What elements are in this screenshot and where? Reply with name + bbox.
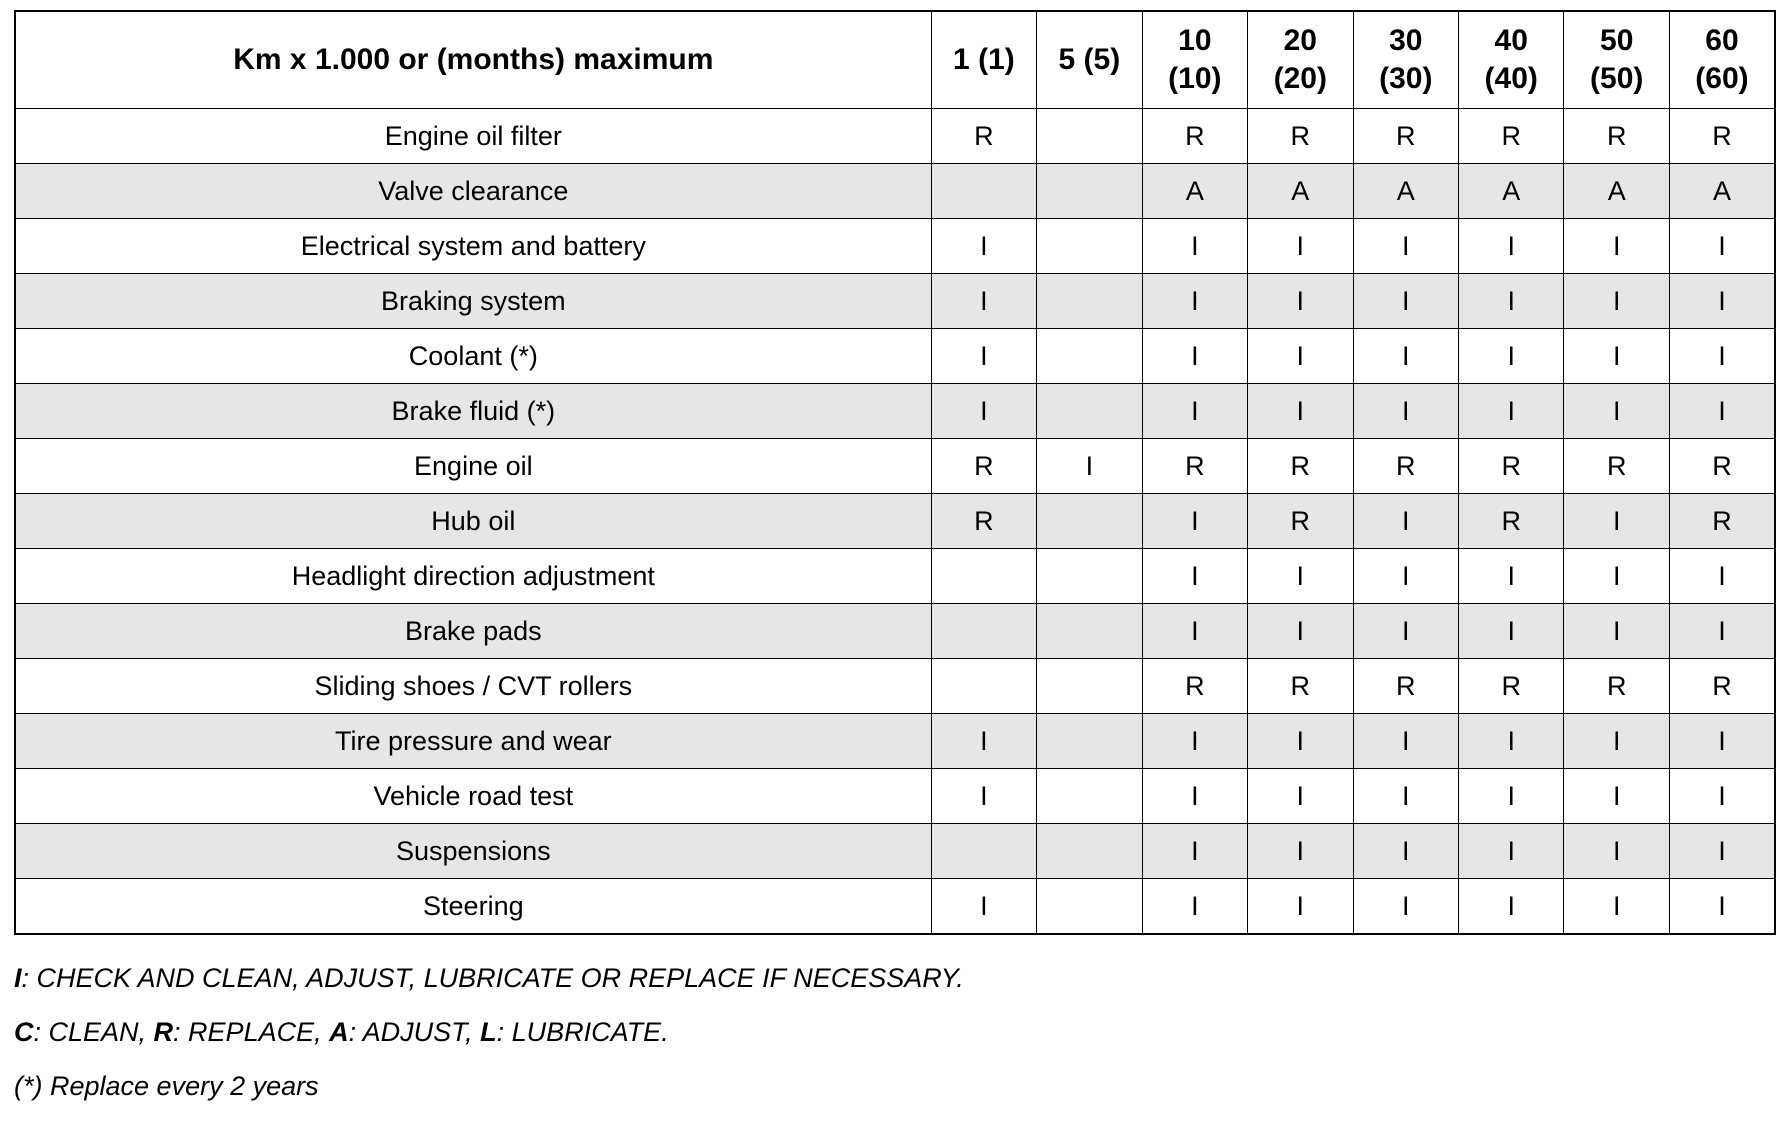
row-cell: R [1564,659,1669,714]
row-cell: I [1142,714,1247,769]
interval-km: 1 (1) [953,43,1015,76]
row-cell: I [1564,824,1669,879]
header-interval [1142,11,1247,109]
legend-text: : ADJUST, [348,1017,481,1047]
header-interval [1248,11,1353,109]
table-row [15,219,1775,274]
row-cell: I [1564,604,1669,659]
row-cell: I [1037,439,1142,494]
row-cell: I [1669,604,1775,659]
row-cell: R [1459,494,1564,549]
row-cell: R [931,109,1036,164]
row-cell: I [1564,274,1669,329]
row-cell: I [1142,219,1247,274]
row-cell: I [1564,879,1669,935]
row-cell: I [1564,769,1669,824]
row-cell [1037,714,1142,769]
row-cell [1037,659,1142,714]
row-item-label: Engine oil filter [15,109,931,164]
row-cell: I [1353,219,1458,274]
interval-km: 20 [1283,24,1317,57]
row-item-label: Brake pads [15,604,931,659]
interval-months: (40) [1484,62,1538,95]
row-cell: A [1564,164,1669,219]
row-cell: R [1669,494,1775,549]
row-cell: R [1248,494,1353,549]
row-cell [931,549,1036,604]
row-item-label: Steering [15,879,931,935]
row-cell: I [1669,549,1775,604]
header-interval [1353,11,1458,109]
row-cell [1037,604,1142,659]
row-cell: I [931,714,1036,769]
maintenance-schedule [14,10,1776,1125]
interval-months: (30) [1379,62,1433,95]
table-body [15,109,1775,935]
row-cell: I [1248,714,1353,769]
legend [14,963,1776,1101]
header-interval [1669,11,1775,109]
row-cell: I [1248,824,1353,879]
row-cell [1037,824,1142,879]
row-cell: I [1564,714,1669,769]
header-row [15,11,1775,109]
row-cell: I [1248,879,1353,935]
row-cell: R [1142,659,1247,714]
row-cell: R [1248,659,1353,714]
row-item-label: Suspensions [15,824,931,879]
row-cell: R [1669,439,1775,494]
row-cell: R [1248,109,1353,164]
row-cell: R [1353,109,1458,164]
legend-line-3: (*) Replace every 2 years [14,1071,319,1101]
row-cell: I [1669,219,1775,274]
row-cell: I [1669,274,1775,329]
row-cell: I [1142,494,1247,549]
header-interval [931,11,1036,109]
header-interval [1037,11,1142,109]
row-cell: I [1142,824,1247,879]
row-item-label: Tire pressure and wear [15,714,931,769]
row-cell [1037,164,1142,219]
table-row [15,329,1775,384]
row-cell [1037,109,1142,164]
row-item-label: Vehicle road test [15,769,931,824]
row-cell: I [1669,384,1775,439]
row-cell: R [1459,109,1564,164]
row-cell: I [1669,329,1775,384]
row-cell: I [931,219,1036,274]
row-cell: I [931,329,1036,384]
row-cell: I [1142,769,1247,824]
row-cell: R [1142,439,1247,494]
legend-key: C [14,1017,34,1047]
row-cell: I [1459,879,1564,935]
row-cell: I [1248,384,1353,439]
row-cell: I [1564,549,1669,604]
legend-text: : CHECK AND CLEAN, ADJUST, LUBRICATE OR REPLACE IF NECESSARY. [21,963,964,993]
row-cell: I [1353,769,1458,824]
row-cell: I [1142,384,1247,439]
legend-line-2 [14,1017,1776,1047]
row-cell: I [1353,384,1458,439]
row-cell: I [1248,549,1353,604]
table-row [15,714,1775,769]
row-cell: I [1142,549,1247,604]
row-cell: R [1142,109,1247,164]
row-cell [931,164,1036,219]
interval-km: 60 [1705,24,1739,57]
row-cell: I [1459,274,1564,329]
row-cell [1037,769,1142,824]
row-cell: R [1353,439,1458,494]
table-row [15,439,1775,494]
maintenance-table [14,10,1776,935]
row-item-label: Coolant (*) [15,329,931,384]
interval-km: 5 (5) [1058,43,1121,76]
table-row [15,879,1775,935]
interval-km: 30 [1389,24,1423,57]
table-row [15,659,1775,714]
row-item-label: Sliding shoes / CVT rollers [15,659,931,714]
header-interval [1459,11,1564,109]
row-cell: I [931,879,1036,935]
row-cell: I [1248,219,1353,274]
row-cell: A [1248,164,1353,219]
row-cell: I [1248,274,1353,329]
row-cell: R [1459,439,1564,494]
row-cell: R [1564,439,1669,494]
row-cell: I [931,274,1036,329]
interval-months: (20) [1273,62,1327,95]
row-cell: I [1669,879,1775,935]
interval-months: (50) [1590,62,1644,95]
row-cell: I [1248,604,1353,659]
row-cell: R [931,439,1036,494]
legend-key: A [329,1017,349,1047]
row-cell: I [1459,714,1564,769]
row-cell: I [1459,824,1564,879]
row-cell: I [1142,329,1247,384]
row-cell: R [931,494,1036,549]
row-cell: I [1142,604,1247,659]
row-cell: R [1669,659,1775,714]
legend-key: L [480,1017,497,1047]
row-cell: I [1459,549,1564,604]
row-item-label: Braking system [15,274,931,329]
row-cell: I [1459,219,1564,274]
row-cell: I [1564,329,1669,384]
row-cell [1037,549,1142,604]
table-row [15,824,1775,879]
row-cell: I [1459,769,1564,824]
row-cell: I [1564,219,1669,274]
row-cell: I [1459,329,1564,384]
interval-months: (10) [1168,62,1222,95]
row-item-label: Hub oil [15,494,931,549]
row-cell [1037,494,1142,549]
table-row [15,109,1775,164]
row-cell: R [1248,439,1353,494]
row-cell: I [1353,714,1458,769]
row-cell: I [1353,274,1458,329]
row-cell: R [1353,659,1458,714]
interval-months: (60) [1695,62,1749,95]
legend-key: I [14,963,22,993]
row-cell: I [1142,274,1247,329]
legend-line-1 [14,963,1776,993]
row-cell: A [1142,164,1247,219]
row-item-label: Brake fluid (*) [15,384,931,439]
row-cell: I [1353,824,1458,879]
row-cell: A [1459,164,1564,219]
table-row [15,769,1775,824]
table-row [15,549,1775,604]
row-cell: I [931,384,1036,439]
legend-text: : REPLACE, [173,1017,330,1047]
row-cell: I [1669,714,1775,769]
row-cell [1037,329,1142,384]
legend-text: : CLEAN, [33,1017,154,1047]
table-row [15,494,1775,549]
row-cell: A [1353,164,1458,219]
row-cell [1037,879,1142,935]
row-cell: I [1248,329,1353,384]
interval-km: 50 [1600,24,1634,57]
row-cell: I [1353,549,1458,604]
row-cell: I [1459,604,1564,659]
table-row [15,604,1775,659]
row-cell: I [1564,384,1669,439]
row-cell: R [1459,659,1564,714]
row-cell: R [1564,109,1669,164]
row-cell: I [1353,604,1458,659]
row-cell [1037,219,1142,274]
row-cell: I [931,769,1036,824]
interval-km: 40 [1494,24,1528,57]
table-row [15,274,1775,329]
row-item-label: Valve clearance [15,164,931,219]
row-cell [931,659,1036,714]
legend-key: R [153,1017,174,1047]
table-row [15,164,1775,219]
header-interval [1564,11,1669,109]
row-cell: I [1353,329,1458,384]
row-cell: I [1353,879,1458,935]
row-cell: I [1248,769,1353,824]
interval-km: 10 [1178,24,1212,57]
row-item-label: Electrical system and battery [15,219,931,274]
row-cell [1037,274,1142,329]
row-cell: I [1669,824,1775,879]
row-cell: I [1669,769,1775,824]
row-cell [931,824,1036,879]
row-cell: I [1142,879,1247,935]
row-cell: R [1669,109,1775,164]
table-row [15,384,1775,439]
row-cell: I [1459,384,1564,439]
row-cell: A [1669,164,1775,219]
row-item-label: Headlight direction adjustment [15,549,931,604]
row-cell: I [1564,494,1669,549]
row-cell: I [1353,494,1458,549]
table-header [15,11,1775,109]
legend-text: : LUBRICATE. [496,1017,669,1047]
header-label: Km x 1.000 or (months) maximum [15,11,931,109]
row-cell [931,604,1036,659]
row-item-label: Engine oil [15,439,931,494]
row-cell [1037,384,1142,439]
